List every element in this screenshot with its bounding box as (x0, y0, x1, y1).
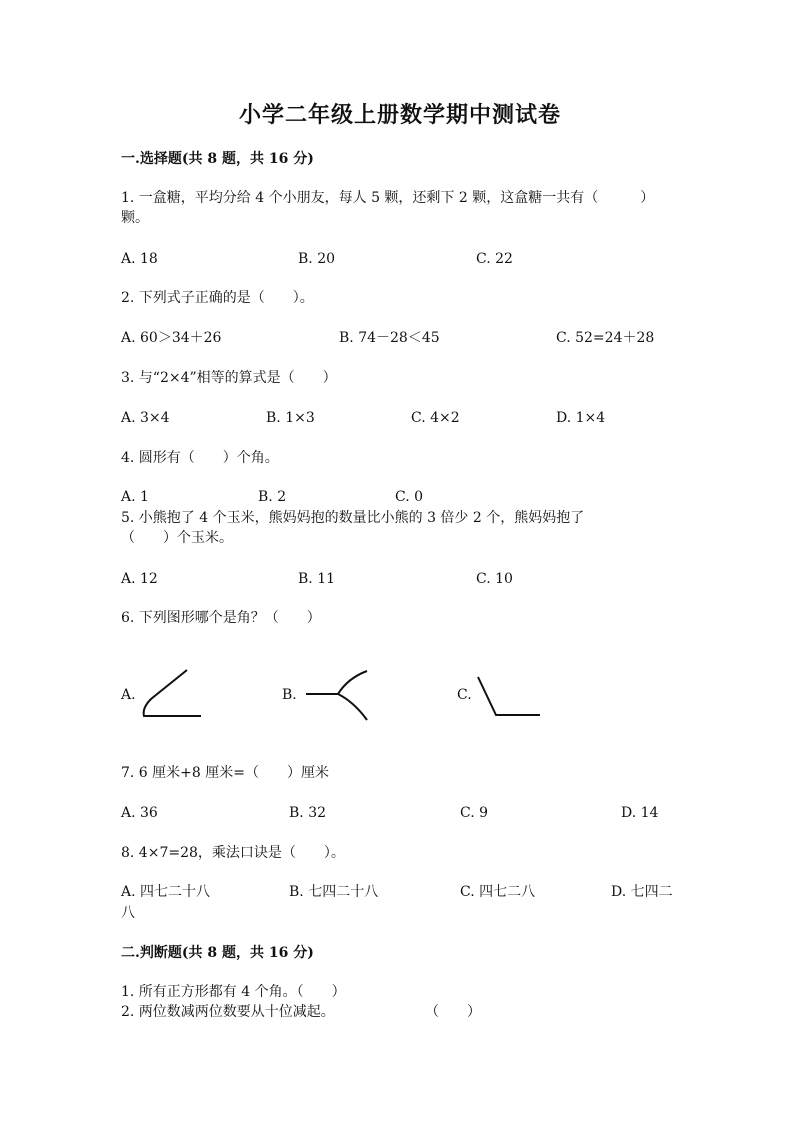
question-3-stem: 3. 与“2×4”相等的算式是（ ） (121, 370, 337, 386)
judge-1-stem: 1. 所有正方形都有 4 个角。（ ） (121, 984, 346, 1000)
question-5-option-b: B. 11 (298, 571, 336, 587)
question-6-option-a: A. (121, 687, 136, 703)
question-8-option-a: A. 四七二十八 (121, 884, 211, 900)
question-5-stem: 5. 小熊抱了 4 个玉米，熊妈妈抱的数量比小熊的 3 倍少 2 个，熊妈妈抱了 (121, 510, 585, 526)
question-6-stem: 6. 下列图形哪个是角？（ ） (121, 610, 321, 626)
question-7-option-b: B. 32 (289, 805, 327, 821)
question-8-option-d-wrap: 八 (121, 905, 135, 921)
question-2-stem: 2. 下列式子正确的是（ ）。 (121, 290, 314, 306)
question-5-option-c: C. 10 (476, 571, 513, 587)
question-8-option-d: D. 七四二 (611, 884, 673, 900)
judge-2-blank: （ ） (425, 1004, 481, 1020)
question-6-option-b: B. (282, 687, 297, 703)
question-3-option-c: C. 4×2 (411, 410, 460, 426)
question-8-option-b: B. 七四二十八 (289, 884, 379, 900)
question-7-option-c: C. 9 (460, 805, 489, 821)
question-3-option-d: D. 1×4 (556, 410, 606, 426)
question-2-option-c: C. 52=24＋28 (556, 330, 655, 346)
figure-c-angle (474, 674, 544, 720)
question-1-option-b: B. 20 (298, 251, 336, 267)
question-2-option-a: A. 60＞34＋26 (121, 330, 222, 346)
section-heading-choice: 一.选择题(共 8 题，共 16 分) (121, 151, 314, 167)
question-4-stem: 4. 圆形有（ ）个角。 (121, 450, 279, 466)
section-heading-true-false: 二.判断题(共 8 题，共 16 分) (121, 945, 314, 961)
question-4-option-b: B. 2 (258, 489, 287, 505)
question-1-option-a: A. 18 (121, 251, 158, 267)
question-2-option-b: B. 74－28＜45 (339, 330, 440, 346)
question-1-option-c: C. 22 (476, 251, 513, 267)
figure-b-curved-lines (300, 668, 370, 724)
question-1-stem: 1. 一盒糖，平均分给 4 个小朋友，每人 5 颗，还剩下 2 颗，这盒糖一共有（ ） (121, 190, 655, 206)
question-7-option-d: D. 14 (621, 805, 659, 821)
question-7-stem: 7. 6 厘米+8 厘米=（ ）厘米 (121, 765, 329, 781)
question-5-option-a: A. 12 (121, 571, 158, 587)
judge-2-stem: 2. 两位数减两位数要从十位减起。 (121, 1004, 335, 1020)
question-4-option-c: C. 0 (395, 489, 424, 505)
figure-a-curved-angle (140, 668, 204, 720)
page-title: 小学二年级上册数学期中测试卷 (238, 102, 561, 128)
question-8-option-c: C. 四七二八 (460, 884, 536, 900)
question-7-option-a: A. 36 (121, 805, 158, 821)
question-1-stem-cont: 颗。 (121, 210, 149, 226)
question-5-stem-cont: （ ）个玉米。 (121, 530, 233, 546)
question-3-option-b: B. 1×3 (266, 410, 315, 426)
question-3-option-a: A. 3×4 (121, 410, 170, 426)
question-8-stem: 8. 4×7=28，乘法口诀是（ ）。 (121, 845, 345, 861)
question-6-option-c: C. (457, 687, 472, 703)
question-4-option-a: A. 1 (121, 489, 149, 505)
